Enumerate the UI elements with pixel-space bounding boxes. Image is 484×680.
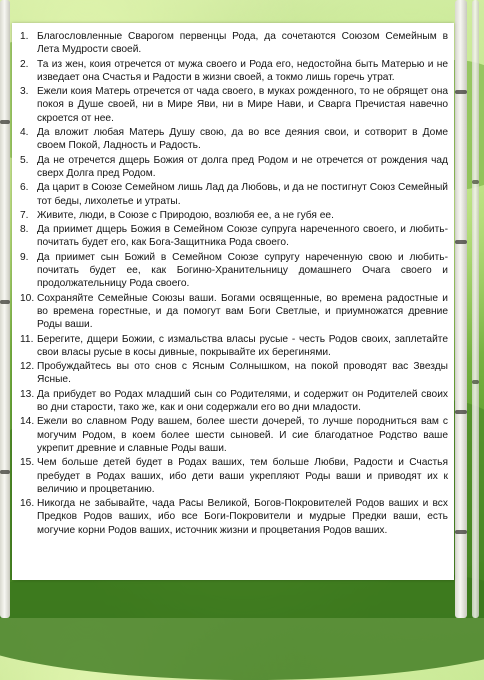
list-item <box>20 497 448 537</box>
item-number: 5. <box>20 154 29 166</box>
birch-trunk <box>0 0 10 618</box>
item-number: 7. <box>20 209 29 221</box>
item-number: 9. <box>20 251 29 263</box>
item-number: 16. <box>20 498 35 510</box>
item-number: 15. <box>20 457 35 469</box>
item-text: Берегите, дщери Божии, с измальства власы русые - честь Родов своих, заплетайте свои власы русые в косы дивные, покрывайте их берегинями. <box>37 333 448 358</box>
list-item <box>20 415 448 455</box>
item-number: 3. <box>20 86 29 98</box>
birch-trunk <box>472 0 479 618</box>
item-text: Пробуждайтесь вы ото снов с Ясным Солнышком, на покой проводят вас Звезды Ясные. <box>37 361 448 386</box>
list-item <box>20 251 448 291</box>
item-text: Чем больше детей будет в Родах ваших, тем больше Любви, Радости и Счастья пребудет в Родах ваших, ибо дети ваши укрепляют Роды ваши и приводят их к величию и процветанию. <box>37 457 448 495</box>
item-text: Да приимет дщерь Божия в Семейном Союзе супруга нареченного своего, и любить-почитать будет его, как Бога-Защитника Рода своего. <box>37 224 448 249</box>
list-item <box>20 85 448 125</box>
item-number: 1. <box>20 31 29 42</box>
item-number: 13. <box>20 388 35 400</box>
item-text: Ежели во славном Роду вашем, более шести дочерей, то лучше породниться вам с могучим Родом, в коем более шести сыновей. И сие благодатное Родство ваше укрепит древние и славные Роды ваши. <box>37 416 448 454</box>
item-text: Да прибудет во Родах младший сын со Родителями, и содержит он Родителей своих во дни старости, тако же, как и они содержали его во дни младости. <box>37 388 448 414</box>
item-number: 10. <box>20 292 35 304</box>
item-text: Да приимет сын Божий в Семейном Союзе супругу нареченную свою и любить-почитать будет ее, как Богиню-Хранительницу домашнего Очага своего и продолжательницу Рода своего. <box>37 251 448 290</box>
item-text: Благословленные Сварогом первенцы Рода, да сочетаются Союзом Семейным в Лета Мудрости своей. <box>37 31 448 56</box>
item-number: 2. <box>20 58 29 70</box>
birch-trunk <box>455 0 467 618</box>
list-item <box>20 292 448 332</box>
list-item <box>20 181 448 208</box>
list-item <box>20 154 448 181</box>
item-text: Да не отречется дщерь Божия от долга пред Родом и не отречется от рождения чад сверх Долга пред Родом. <box>37 154 448 179</box>
item-number: 6. <box>20 182 29 194</box>
commandments-list <box>12 23 454 537</box>
item-text: Ежели коия Матерь отречется от чада своего, в муках рожденного, то не обрящет она покоя в Душе своей, ни в Мире Яви, ни в Мире Нави, и Сварга Пречистая навечно скроется от нее. <box>37 86 448 124</box>
list-item <box>20 333 448 360</box>
item-text: Да царит в Союзе Семейном лишь Лад да Любовь, и да не постигнут Союз Семейный тот беды, лихолетье и утраты. <box>37 182 448 207</box>
list-item <box>20 209 448 222</box>
item-number: 4. <box>20 127 29 139</box>
item-text: Живите, люди, в Союзе с Природою, возлюбя ее, а не губя ее. <box>37 209 334 221</box>
item-number: 12. <box>20 361 35 373</box>
item-number: 8. <box>20 224 29 236</box>
item-number: 14. <box>20 416 35 428</box>
item-text: Та из жен, коия отречется от мужа своего и Рода его, недостойна быть Матерью и не изведает она Счастья и Радости в жизни своей, а токмо лишь горечь утрат. <box>37 58 448 83</box>
list-item <box>20 223 448 250</box>
text-card <box>12 23 454 580</box>
item-number: 11. <box>20 333 34 345</box>
item-text: Никогда не забывайте, чада Расы Великой, Богов-Покровителей Родов ваших и всх Предков Родов ваших, ибо все Боги-Покровители и мудрые Предки ваши, есть могучие корни Родов ваших, источник жизни и процветания Родов ваших. <box>37 498 448 536</box>
list-item <box>20 456 448 496</box>
list-item <box>20 126 448 153</box>
item-text: Сохраняйте Семейные Союзы ваши. Богами освященные, во времена радостные и во времена горестные, и да помогут вам Боги Светлые, и приумножатся древние Роды ваши. <box>37 292 448 331</box>
list-item <box>20 388 448 415</box>
item-text: Да вложит любая Матерь Душу свою, да во все деяния свои, и сотворит в Доме своем Покой, Ладность и Радость. <box>37 127 448 152</box>
list-item <box>20 360 448 387</box>
list-item <box>20 58 448 85</box>
list-item <box>20 30 448 57</box>
